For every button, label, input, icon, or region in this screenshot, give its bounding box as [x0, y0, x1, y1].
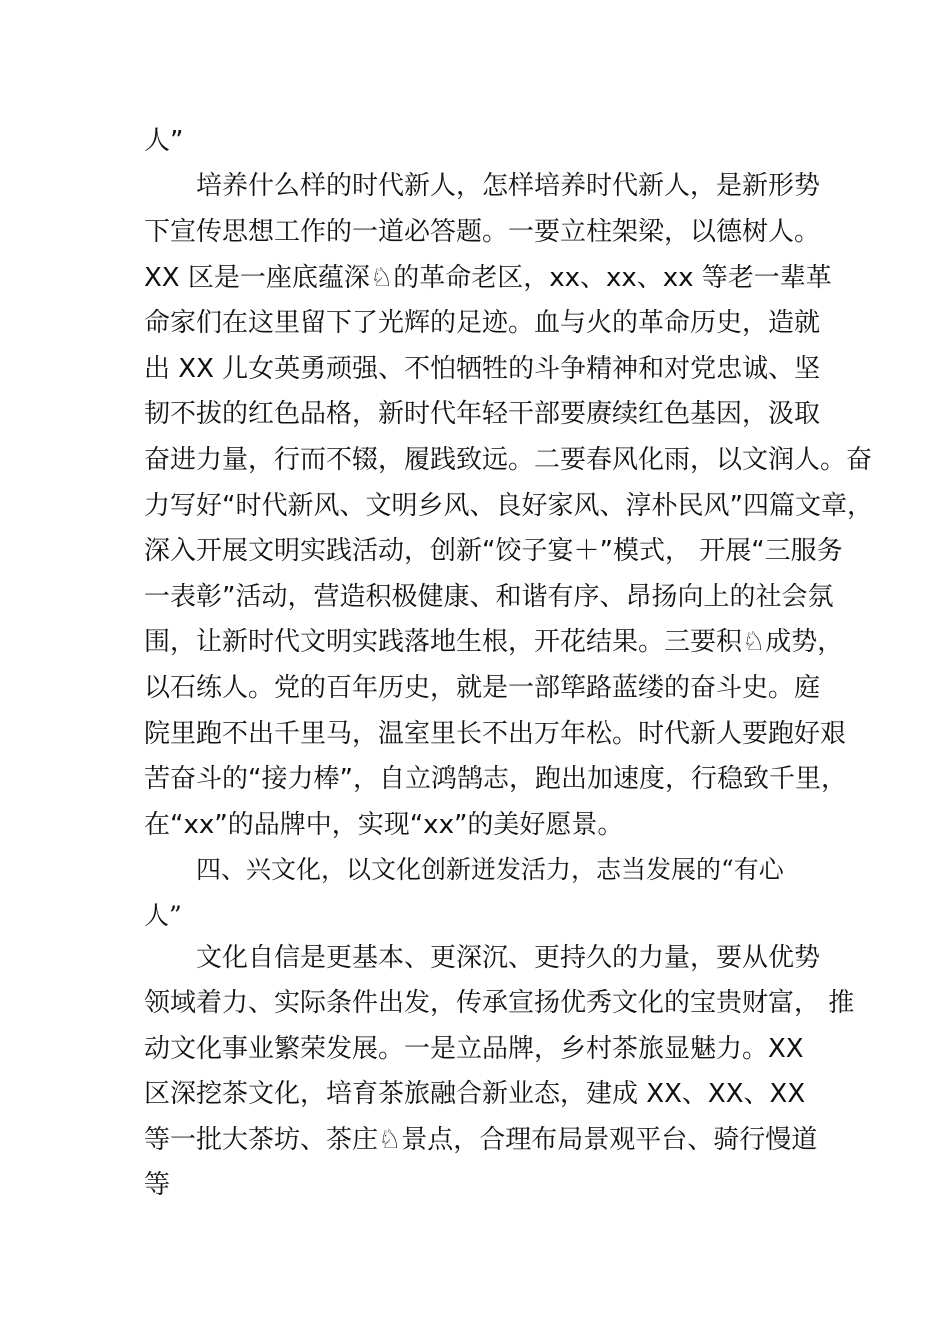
text-line: 区深挖茶文化，培育茶旅融合新业态，建成 XX、XX、XX — [144, 1079, 806, 1109]
text-line: 等 — [144, 1170, 171, 1200]
text-line: 等一批大茶坊、茶庄♘景点，合理布局景观平台、骑行慢道 — [144, 1125, 818, 1155]
text-line: 奋进力量，行而不辍，履践致远。二要春风化雨，以文润人。奋 — [144, 445, 873, 475]
text-line: 命家们在这里留下了光辉的足迹。血与火的革命历史，造就 — [144, 308, 821, 338]
section-heading-continuation: 人” — [144, 901, 182, 930]
text-line: 一表彰”活动，营造积极健康、和谐有序、昂扬向上的社会氛 — [144, 582, 834, 612]
text-line: 人” — [144, 126, 184, 156]
text-line: 以石练人。党的百年历史，就是一部筚路蓝缕的奋斗史。庭 — [144, 673, 821, 703]
text-line: 领域着力、实际条件出发，传承宣扬优秀文化的宝贵财富， 推 — [144, 988, 855, 1018]
paragraph-start: 培养什么样的时代新人，怎样培养时代新人，是新形势 — [196, 171, 821, 201]
text-line: 下宣传思想工作的一道必答题。一要立柱架梁，以德树人。 — [144, 217, 821, 247]
text-line: 韧不拔的红色品格，新时代年轻干部要赓续红色基因，汲取 — [144, 399, 821, 429]
text-line: 出 XX 儿女英勇顽强、不怕牺牲的斗争精神和对党忠诚、坚 — [144, 354, 821, 384]
text-line: 院里跑不出千里马，温室里长不出万年松。时代新人要跑好艰 — [144, 719, 847, 749]
section-heading: 四、兴文化，以文化创新迸发活力，志当发展的“有心 — [196, 855, 784, 884]
text-line: 围，让新时代文明实践落地生根，开花结果。三要积♘成势， — [144, 627, 844, 657]
text-line: XX 区是一座底蕴深♘的革命老区，xx、xx、xx 等老一辈革 — [144, 263, 832, 293]
paragraph-start: 文化自信是更基本、更深沉、更持久的力量，要从优势 — [196, 943, 821, 973]
text-line: 在“xx”的品牌中，实现“xx”的美好愿景。 — [144, 810, 624, 840]
text-line: 动文化事业繁荣发展。一是立品牌，乡村茶旅显魅力。XX — [144, 1034, 804, 1064]
text-line: 苦奋斗的“接力棒”，自立鸿鹄志，跑出加速度，行稳致千里， — [144, 764, 847, 794]
text-line: 深入开展文明实践活动，创新“饺子宴＋”模式， 开展“三服务 — [144, 536, 843, 566]
text-line: 力写好“时代新风、文明乡风、良好家风、淳朴民风”四篇文章， — [144, 491, 873, 521]
